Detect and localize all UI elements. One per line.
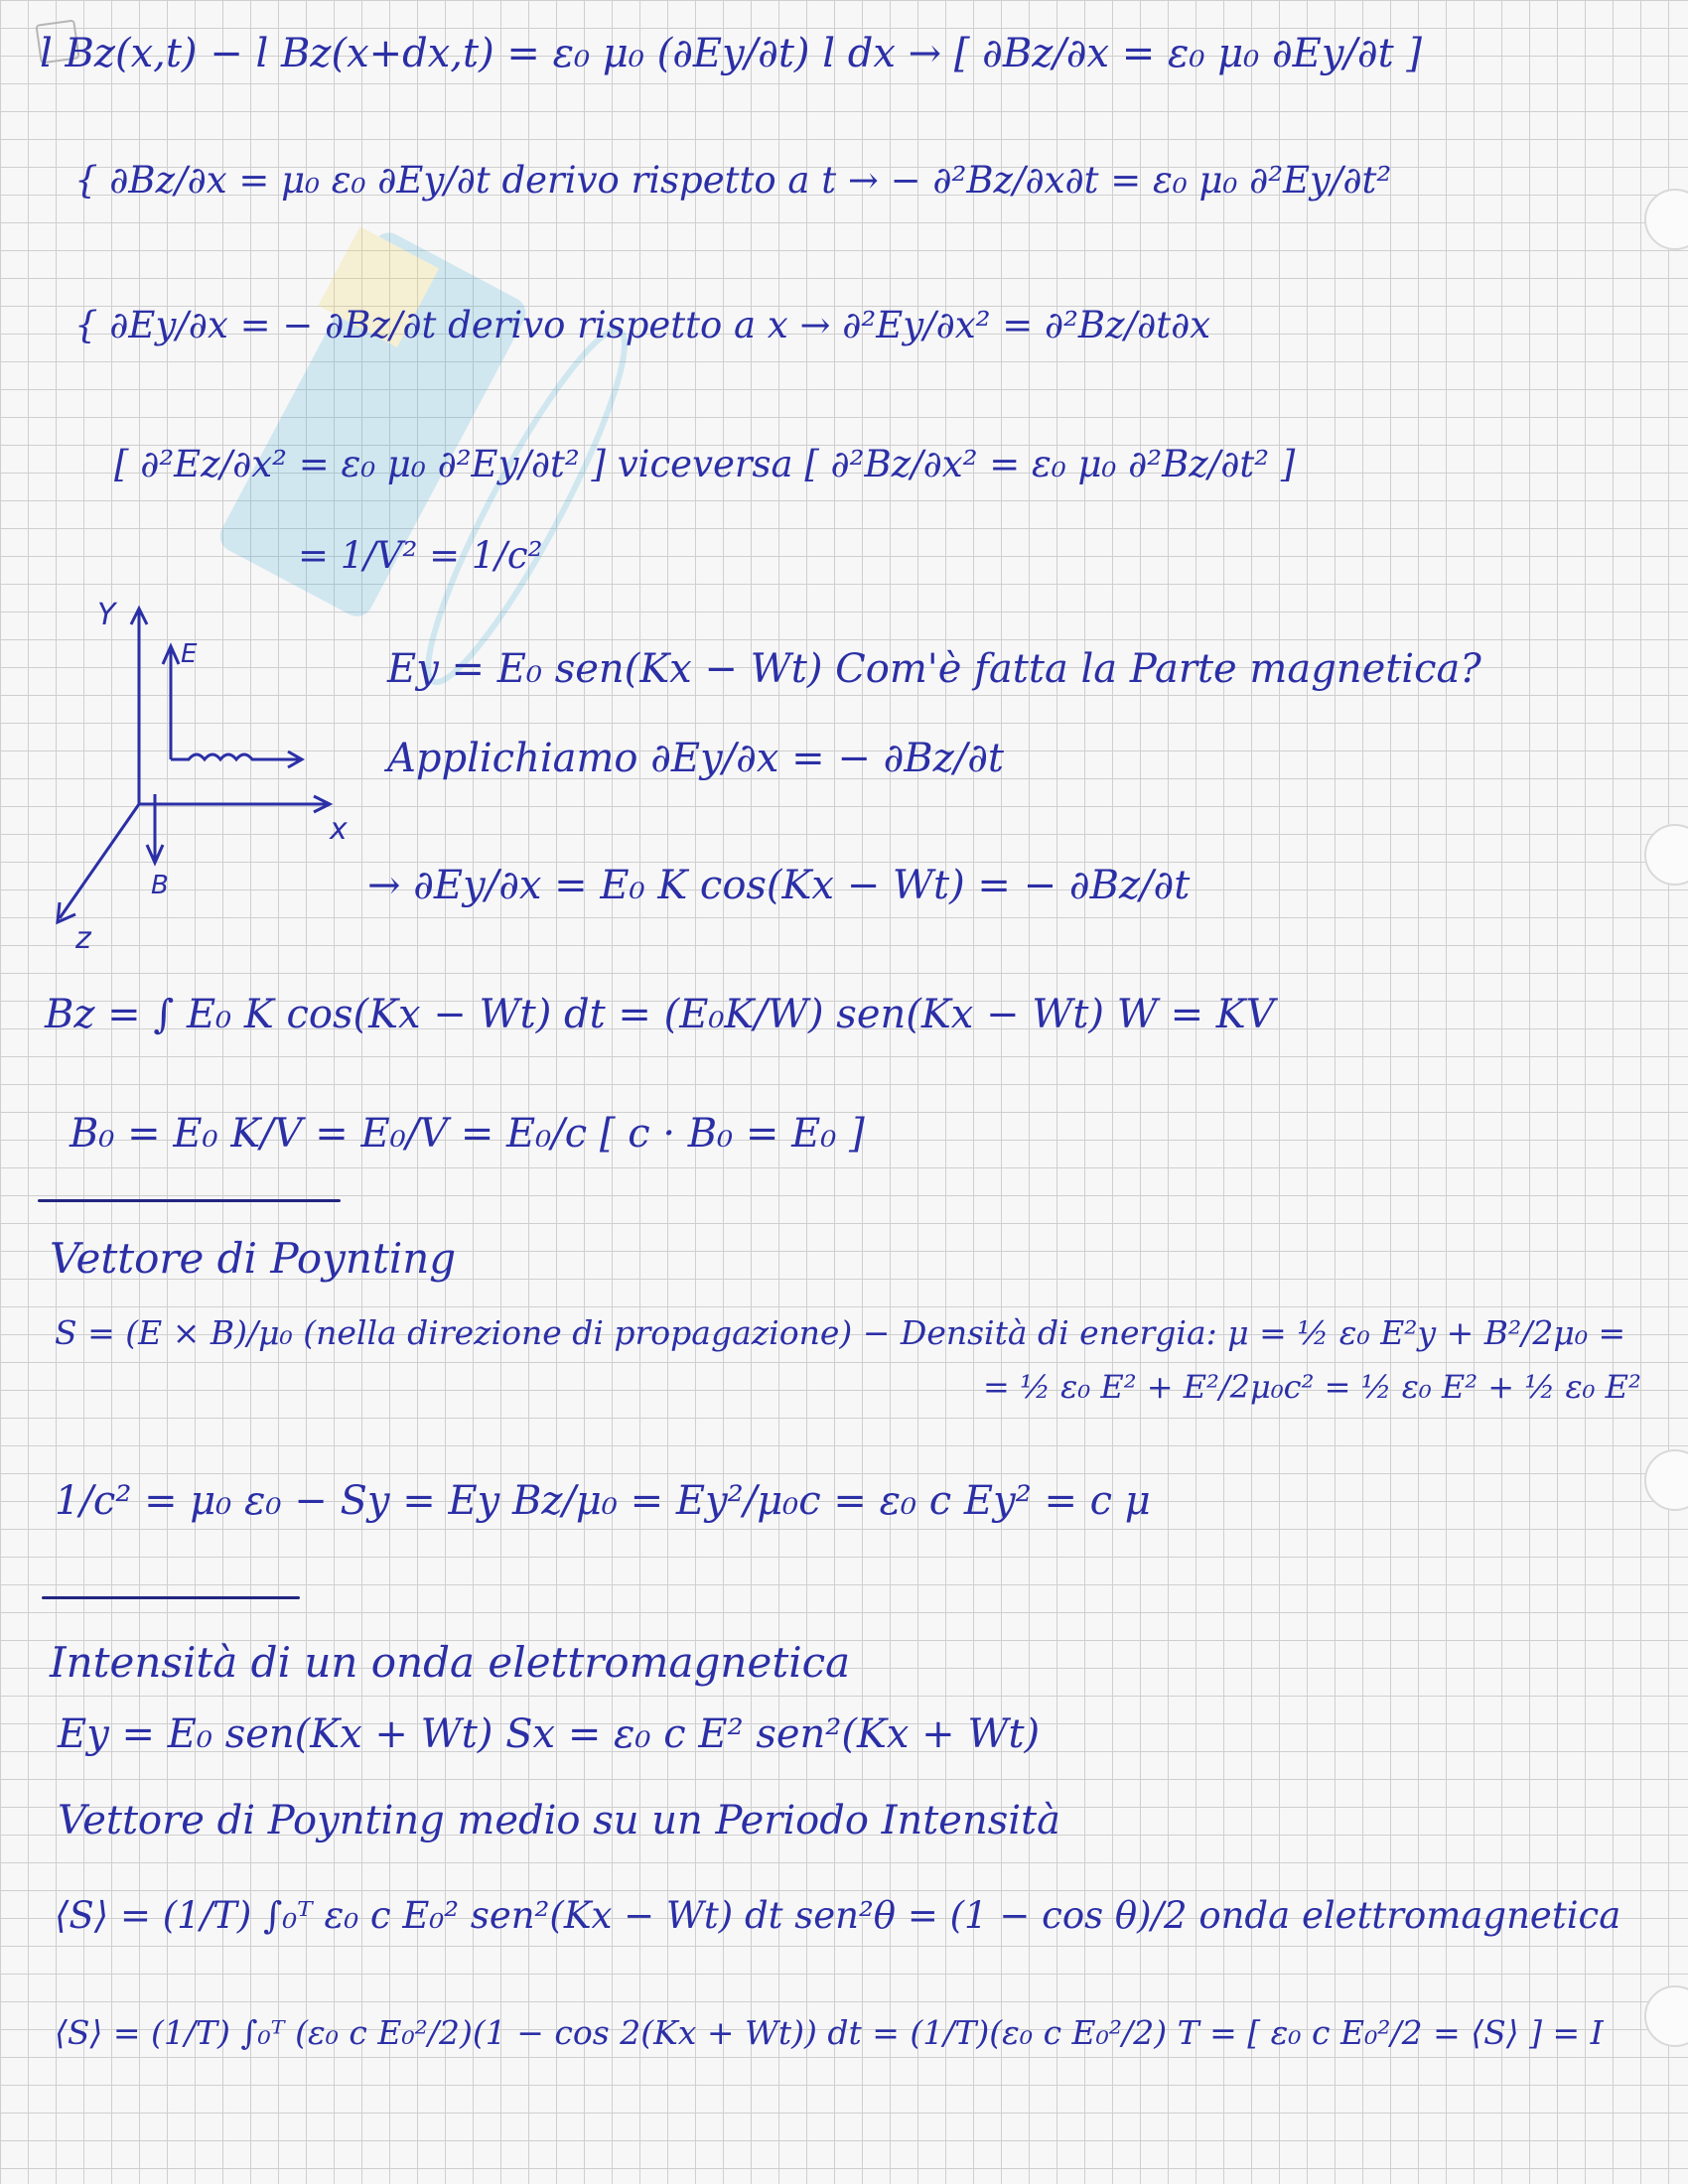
z-axis-arrow-icon: [58, 902, 75, 922]
x-axis-label: x: [330, 812, 348, 847]
equation-line-2: { ∂Bz/∂x = μ₀ ε₀ ∂Ey/∂t derivo rispetto a t → − ∂²Bz/∂x∂t = ε₀ μ₀ ∂²Ey/∂t²: [74, 159, 1392, 202]
binder-hole-2: [1644, 824, 1688, 886]
section-heading-poynting: Vettore di Poynting: [50, 1234, 457, 1283]
equation-line-11: S = (E × B)/μ₀ (nella direzione di propagazione) − Densità di energia: μ = ½ ε₀ E²y + B²/2μ₀ =: [55, 1313, 1626, 1352]
equation-line-10: B₀ = E₀ K/V = E₀/V = E₀/c [ c · B₀ = E₀ ]: [70, 1111, 865, 1157]
section-divider-2: [42, 1596, 300, 1599]
e-vector-label: E: [181, 639, 198, 669]
equation-line-4: [ ∂²Ez/∂x² = ε₀ μ₀ ∂²Ey/∂t² ] viceversa [ ∂²Bz/∂x² = ε₀ μ₀ ∂²Bz/∂t² ]: [114, 443, 1296, 485]
equation-line-18: ⟨S⟩ = (1/T) ∫₀ᵀ (ε₀ c E₀²/2)(1 − cos 2(Kx + Wt)) dt = (1/T)(ε₀ c E₀²/2) T = [ ε₀ c E₀²/2 = ⟨S⟩ ] = I: [55, 2013, 1604, 2052]
z-axis-label: z: [75, 921, 91, 956]
wave-propagation-line: [171, 754, 300, 759]
equation-line-6: Ey = E₀ sen(Kx − Wt) Com'è fatta la Parte magnetica?: [387, 646, 1481, 692]
binder-hole-4: [1644, 1985, 1688, 2047]
equation-line-16: Vettore di Poynting medio su un Periodo Intensità: [58, 1798, 1060, 1843]
equation-line-13: 1/c² = μ₀ ε₀ − Sy = Ey Bz/μ₀ = Ey²/μ₀c = ε₀ c Ey² = c μ: [55, 1478, 1151, 1524]
binder-hole-1: [1644, 189, 1688, 250]
equation-line-12: = ½ ε₀ E² + E²/2μ₀c² = ½ ε₀ E² + ½ ε₀ E²: [983, 1368, 1641, 1406]
y-axis-label: Y: [97, 598, 116, 632]
equation-line-5: = 1/V² = 1/c²: [298, 534, 543, 577]
equation-line-17: ⟨S⟩ = (1/T) ∫₀ᵀ ε₀ c E₀² sen²(Kx − Wt) dt sen²θ = (1 − cos θ)/2 onda elettromagnetica: [55, 1894, 1621, 1937]
equation-line-15: Ey = E₀ sen(Kx + Wt) Sx = ε₀ c E² sen²(Kx + Wt): [58, 1711, 1041, 1757]
equation-line-1: l Bz(x,t) − l Bz(x+dx,t) = ε₀ μ₀ (∂Ey/∂t) l dx → [ ∂Bz/∂x = ε₀ μ₀ ∂Ey/∂t ]: [40, 31, 1422, 76]
b-vector-label: B: [151, 871, 169, 900]
section-divider-1: [38, 1199, 341, 1202]
binder-hole-3: [1644, 1449, 1688, 1511]
equation-line-7: Applichiamo ∂Ey/∂x = − ∂Bz/∂t: [387, 736, 1004, 781]
axes-diagram: [40, 591, 367, 968]
section-heading-intensity: Intensità di un onda elettromagnetica: [50, 1638, 851, 1687]
equation-line-9: Bz = ∫ E₀ K cos(Kx − Wt) dt = (E₀K/W) sen(Kx − Wt) W = KV: [45, 992, 1275, 1037]
equation-line-3: { ∂Ey/∂x = − ∂Bz/∂t derivo rispetto a x → ∂²Ey/∂x² = ∂²Bz/∂t∂x: [74, 304, 1211, 346]
equation-line-8: → ∂Ey/∂x = E₀ K cos(Kx − Wt) = − ∂Bz/∂t: [367, 863, 1191, 908]
z-axis-line: [60, 804, 139, 918]
